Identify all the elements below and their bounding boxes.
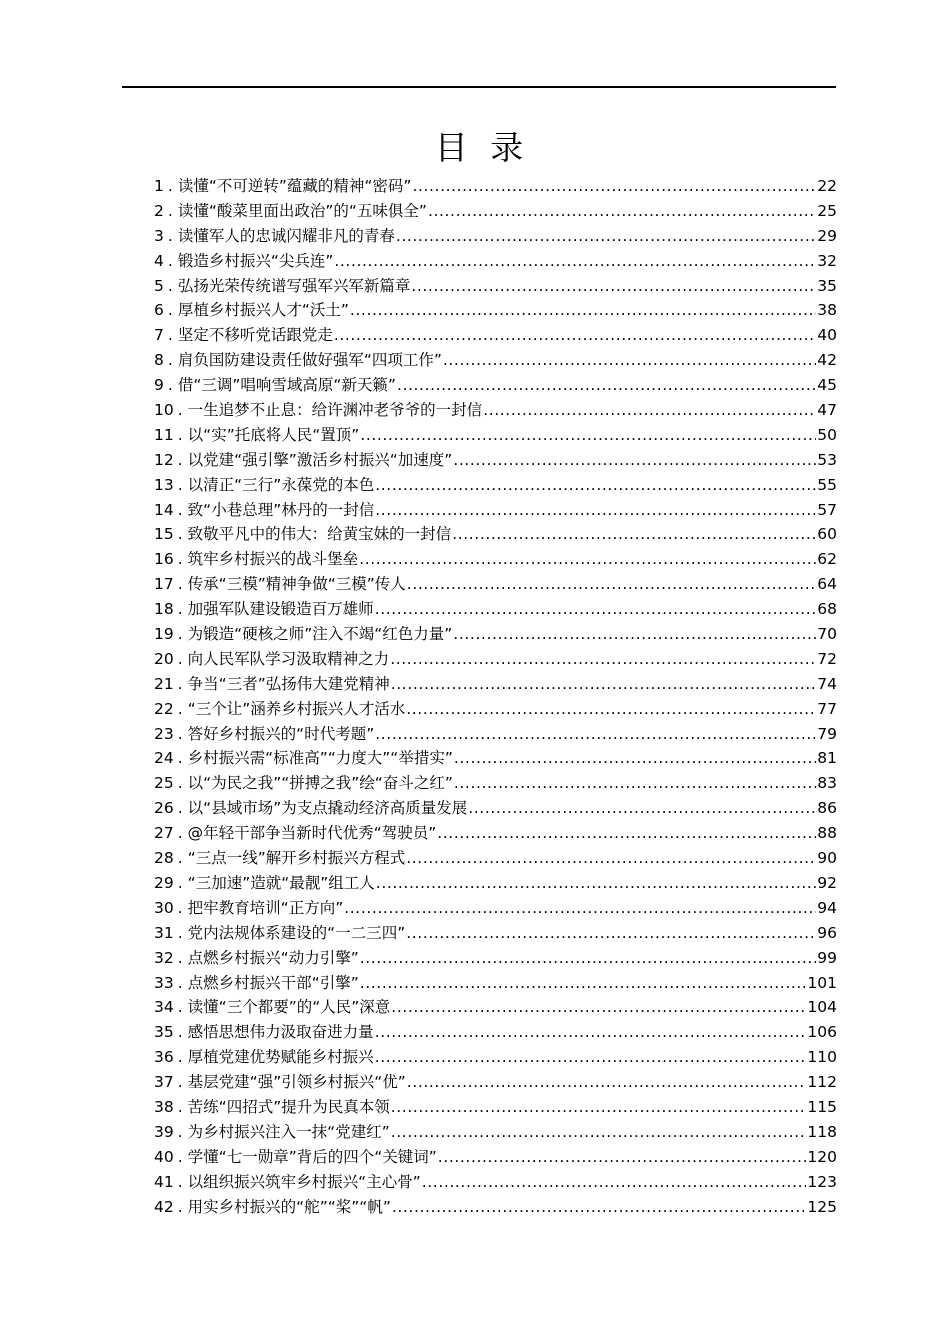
toc-entry-separator: .: [177, 1197, 183, 1216]
toc-entry-number: 10: [154, 401, 174, 420]
toc-leader-dots: [375, 1045, 807, 1070]
toc-entry-separator: .: [177, 998, 183, 1017]
toc-entry-title: 一生追梦不止息：给许渊冲老爷爷的一封信: [187, 401, 483, 420]
toc-entry-page: 35: [817, 276, 837, 295]
toc-entry-title: 以组织振兴筑牢乡村振兴“主心骨”: [187, 1172, 421, 1191]
toc-entry-page: 64: [817, 575, 837, 594]
toc-entry-number: 28: [154, 849, 174, 868]
toc-entry-page: 110: [807, 1048, 837, 1067]
toc-entry-page: 118: [807, 1122, 837, 1141]
toc-leader-dots: [391, 995, 806, 1020]
toc-entry-number: 32: [154, 948, 174, 967]
toc-entry-number: 19: [154, 625, 174, 644]
toc-entry-page: 38: [817, 301, 837, 320]
toc-entry[interactable]: [154, 622, 837, 647]
toc-leader-dots: [344, 896, 816, 921]
toc-entry[interactable]: [154, 224, 837, 249]
toc-entry-title: 把牢教育培训“正方向”: [187, 898, 344, 917]
toc-entry[interactable]: [154, 249, 837, 274]
toc-entry-separator: .: [177, 425, 183, 444]
toc-entry-number: 9: [154, 376, 164, 395]
toc-entry-separator: .: [177, 450, 183, 469]
toc-leader-dots: [391, 1095, 807, 1120]
toc-entry-number: 13: [154, 475, 174, 494]
toc-entry-number: 5: [154, 276, 164, 295]
toc-entry-page: 125: [807, 1197, 837, 1216]
toc-entry-number: 34: [154, 998, 174, 1017]
toc-entry-separator: .: [177, 923, 183, 942]
toc-leader-dots: [397, 373, 816, 398]
toc-entry-title: “三加速”造就“最靓”组工人: [187, 873, 375, 892]
toc-entry-number: 23: [154, 724, 174, 743]
toc-entry-page: 72: [817, 649, 837, 668]
toc-entry-number: 1: [154, 177, 164, 195]
toc-entry[interactable]: [154, 821, 837, 846]
toc-entry-page: 70: [817, 625, 837, 644]
toc-entry-title: 肩负国防建设责任做好强军“四项工作”: [177, 351, 442, 370]
toc-leader-dots: [411, 274, 816, 299]
toc-leader-dots: [360, 423, 816, 448]
toc-entry-title: @年轻干部争当新时代优秀“驾驶员”: [187, 824, 437, 843]
toc-leader-dots: [375, 722, 816, 747]
toc-entry-title: 苦练“四招式”提升为民真本领: [187, 1097, 390, 1116]
toc-leader-dots: [407, 1070, 807, 1095]
toc-entry[interactable]: [154, 274, 837, 299]
toc-entry[interactable]: [154, 921, 837, 946]
toc-entry-title: 以“县域市场”为支点撬动经济高质量发展: [187, 799, 468, 818]
toc-entry-page: 92: [817, 873, 837, 892]
toc-entry-number: 42: [154, 1197, 174, 1216]
toc-entry-title: 筑牢乡村振兴的战斗堡垒: [187, 550, 359, 569]
toc-entry[interactable]: [154, 398, 837, 423]
toc-entry-title: 用实乡村振兴的“舵”“桨”“帆”: [187, 1197, 391, 1216]
toc-entry-separator: .: [177, 1147, 183, 1166]
toc-entry-separator: .: [177, 1122, 183, 1141]
toc-entry-separator: .: [177, 1172, 183, 1191]
toc-entry-number: 4: [154, 251, 164, 270]
toc-leader-dots: [422, 1170, 807, 1195]
toc-entry-number: 11: [154, 425, 174, 444]
toc-entry-separator: .: [177, 649, 183, 668]
toc-entry[interactable]: [154, 771, 837, 796]
toc-entry-separator: .: [167, 251, 173, 270]
toc-entry-separator: .: [177, 1023, 183, 1042]
toc-entry[interactable]: [154, 796, 837, 821]
toc-entry-page: 86: [817, 799, 837, 818]
toc-entry-title: 学懂“七一勋章”背后的四个“关键词”: [187, 1147, 437, 1166]
toc-leader-dots: [375, 498, 816, 523]
toc-entry-separator: .: [177, 525, 183, 544]
toc-entry[interactable]: [154, 323, 837, 348]
toc-entry-separator: .: [167, 301, 173, 320]
toc-entry[interactable]: [154, 1020, 837, 1045]
toc-entry-number: 14: [154, 500, 174, 519]
toc-entry-page: 77: [817, 699, 837, 718]
toc-leader-dots: [407, 572, 816, 597]
toc-entry-page: 60: [817, 525, 837, 544]
toc-entry-number: 20: [154, 649, 174, 668]
toc-entry-number: 25: [154, 774, 174, 793]
toc-entry-separator: .: [177, 774, 183, 793]
toc-entry-number: 26: [154, 799, 174, 818]
toc-entry-title: 点燃乡村振兴“动力引擎”: [187, 948, 359, 967]
toc-entry-separator: .: [167, 177, 173, 195]
toc-entry-separator: .: [177, 500, 183, 519]
toc-leader-dots: [359, 547, 816, 572]
toc-entry-page: 42: [817, 351, 837, 370]
toc-entry-separator: .: [167, 226, 173, 245]
toc-entry-separator: .: [177, 625, 183, 644]
toc-entry-title: “三个让”涵养乡村振兴人才活水: [187, 699, 406, 718]
toc-entry-title: 读懂军人的忠诚闪耀非凡的青春: [177, 226, 395, 245]
toc-entry-title: 向人民军队学习汲取精神之力: [187, 649, 390, 668]
toc-entry-page: 90: [817, 849, 837, 868]
toc-entry-title: 基层党建“强”引领乡村振兴“优”: [187, 1073, 406, 1092]
toc-entry-number: 3: [154, 226, 164, 245]
toc-entry-separator: .: [177, 948, 183, 967]
toc-entry-page: 68: [817, 600, 837, 619]
toc-entry[interactable]: [154, 199, 837, 224]
toc-entry-number: 37: [154, 1073, 174, 1092]
toc-leader-dots: [360, 946, 817, 971]
toc-entry-separator: .: [177, 674, 183, 693]
toc-leader-dots: [437, 821, 816, 846]
toc-entry[interactable]: [154, 971, 837, 996]
toc-entry[interactable]: [154, 597, 837, 622]
toc-entry-title: 借“三调”唱响雪域高原“新天籁”: [177, 376, 396, 395]
toc-entry[interactable]: [154, 1145, 837, 1170]
toc-entry-number: 30: [154, 898, 174, 917]
toc-entry[interactable]: [154, 473, 837, 498]
toc-leader-dots: [454, 771, 816, 796]
toc-entry-number: 36: [154, 1048, 174, 1067]
toc-entry-separator: .: [177, 475, 183, 494]
toc-entry-separator: .: [177, 898, 183, 917]
toc-entry-separator: .: [177, 749, 183, 768]
toc-entry-number: 31: [154, 923, 174, 942]
toc-leader-dots: [453, 448, 816, 473]
toc-entry-title: 为乡村振兴注入一抹“党建红”: [187, 1122, 390, 1141]
header-rule: [122, 86, 836, 88]
toc-entry-page: 57: [817, 500, 837, 519]
toc-entry-title: 加强军队建设锻造百万雄师: [187, 600, 374, 619]
toc-entry-number: 6: [154, 301, 164, 320]
toc-leader-dots: [390, 647, 816, 672]
toc-entry-separator: .: [167, 351, 173, 370]
toc-entry-separator: .: [177, 550, 183, 569]
toc-entry-page: 88: [817, 824, 837, 843]
toc-entry-number: 35: [154, 1023, 174, 1042]
toc-leader-dots: [438, 1145, 807, 1170]
toc-entry-page: 120: [807, 1147, 837, 1166]
toc-entry[interactable]: [154, 298, 837, 323]
toc-entry-number: 27: [154, 824, 174, 843]
toc-entry-title: 厚植乡村振兴人才“沃土”: [177, 301, 349, 320]
toc-entry[interactable]: [154, 348, 837, 373]
toc-leader-dots: [454, 746, 816, 771]
toc-leader-dots: [406, 921, 816, 946]
toc-entry[interactable]: [154, 1095, 837, 1120]
toc-entry-separator: .: [177, 973, 183, 992]
toc-entry[interactable]: [154, 1195, 837, 1220]
toc-entry-separator: .: [177, 849, 183, 868]
toc-entry-separator: .: [177, 401, 183, 420]
toc-entry-title: 传承“三模”精神争做“三模”传人: [187, 575, 406, 594]
toc-entry-separator: .: [177, 1097, 183, 1116]
toc-entry[interactable]: [154, 871, 837, 896]
toc-entry-number: 15: [154, 525, 174, 544]
toc-entry-number: 18: [154, 600, 174, 619]
toc-leader-dots: [391, 672, 817, 697]
toc-leader-dots: [375, 473, 816, 498]
toc-entry-separator: .: [177, 1073, 183, 1092]
toc-entry[interactable]: [154, 448, 837, 473]
toc-entry-separator: .: [167, 376, 173, 395]
toc-entry-number: 39: [154, 1122, 174, 1141]
toc-entry-separator: .: [177, 824, 183, 843]
toc-entry[interactable]: [154, 697, 837, 722]
toc-leader-dots: [483, 398, 816, 423]
toc-entry-page: 83: [817, 774, 837, 793]
toc-leader-dots: [396, 224, 816, 249]
toc-entry-title: 弘扬光荣传统谱写强军兴军新篇章: [177, 276, 411, 295]
toc-entry-page: 112: [807, 1073, 837, 1092]
toc-entry-title: 读懂“酸菜里面出政治”的“五味俱全”: [177, 201, 427, 220]
toc-entry-title: 以“为民之我”“拼搏之我”绘“奋斗之红”: [187, 774, 453, 793]
toc-entry-number: 16: [154, 550, 174, 569]
toc-entry-page: 55: [817, 475, 837, 494]
toc-entry-number: 21: [154, 674, 174, 693]
toc-entry[interactable]: [154, 1170, 837, 1195]
toc-leader-dots: [334, 249, 816, 274]
toc-leader-dots: [412, 174, 816, 199]
toc-entry-page: 50: [817, 425, 837, 444]
toc-entry-title: 答好乡村振兴的“时代考题”: [187, 724, 375, 743]
toc-leader-dots: [350, 298, 816, 323]
toc-entry[interactable]: [154, 174, 837, 199]
toc-leader-dots: [468, 796, 816, 821]
toc-leader-dots: [375, 1020, 807, 1045]
toc-entry[interactable]: [154, 946, 837, 971]
toc-entry-number: 2: [154, 201, 164, 220]
toc-entry-separator: .: [177, 799, 183, 818]
toc-entry-number: 12: [154, 450, 174, 469]
toc-entry-page: 74: [817, 674, 837, 693]
toc-leader-dots: [334, 323, 816, 348]
toc-leader-dots: [375, 597, 817, 622]
toc-entry-page: 22: [817, 177, 837, 195]
toc-entry-number: 40: [154, 1147, 174, 1166]
toc-entry-number: 24: [154, 749, 174, 768]
toc-entry-title: 锻造乡村振兴“尖兵连”: [177, 251, 334, 270]
toc-entry[interactable]: [154, 846, 837, 871]
toc-entry-page: 104: [807, 998, 837, 1017]
toc-entry-page: 96: [817, 923, 837, 942]
toc-leader-dots: [428, 199, 816, 224]
toc-entry[interactable]: [154, 423, 837, 448]
toc-entry-separator: .: [167, 201, 173, 220]
toc-entry[interactable]: [154, 722, 837, 747]
toc-entry-page: 45: [817, 376, 837, 395]
toc-entry-page: 94: [817, 898, 837, 917]
toc-entry-page: 123: [807, 1172, 837, 1191]
toc-entry-page: 47: [817, 401, 837, 420]
toc-entry-page: 32: [817, 251, 837, 270]
table-of-contents: [154, 174, 837, 1219]
toc-entry-separator: .: [177, 873, 183, 892]
toc-entry-separator: .: [167, 326, 173, 345]
toc-entry-title: 争当“三者”弘扬伟大建党精神: [187, 674, 390, 693]
toc-entry-title: 致“小巷总理”林丹的一封信: [187, 500, 375, 519]
toc-entry-title: 点燃乡村振兴干部“引擎”: [187, 973, 359, 992]
toc-leader-dots: [391, 1120, 807, 1145]
toc-entry[interactable]: [154, 1045, 837, 1070]
toc-entry-title: 读懂“不可逆转”蕴藏的精神“密码”: [177, 177, 412, 195]
toc-entry-title: 感悟思想伟力汲取奋进力量: [187, 1023, 374, 1042]
toc-entry-separator: .: [177, 575, 183, 594]
toc-leader-dots: [443, 348, 816, 373]
toc-entry-title: “三点一线”解开乡村振兴方程式: [187, 849, 406, 868]
toc-entry[interactable]: [154, 672, 837, 697]
toc-leader-dots: [406, 846, 816, 871]
toc-entry[interactable]: [154, 522, 837, 547]
toc-entry-title: 以“实”托底将人民“置顶”: [187, 425, 360, 444]
toc-entry[interactable]: [154, 896, 837, 921]
toc-entry[interactable]: [154, 647, 837, 672]
toc-entry-page: 40: [817, 326, 837, 345]
toc-entry[interactable]: [154, 995, 837, 1020]
toc-leader-dots: [392, 1195, 807, 1220]
toc-entry-separator: .: [167, 276, 173, 295]
toc-entry-title: 党内法规体系建设的“一二三四”: [187, 923, 406, 942]
toc-entry-page: 29: [817, 226, 837, 245]
toc-entry-page: 106: [807, 1023, 837, 1042]
toc-entry-number: 33: [154, 973, 174, 992]
toc-entry[interactable]: [154, 746, 837, 771]
toc-entry-separator: .: [177, 1048, 183, 1067]
toc-leader-dots: [376, 871, 816, 896]
toc-entry-page: 53: [817, 450, 837, 469]
toc-entry-title: 坚定不移听党话跟党走: [177, 326, 333, 345]
toc-entry-page: 81: [817, 749, 837, 768]
page-title: 目 录: [434, 128, 530, 167]
toc-leader-dots: [452, 522, 816, 547]
toc-entry[interactable]: [154, 547, 837, 572]
toc-leader-dots: [453, 622, 816, 647]
toc-entry-number: 29: [154, 873, 174, 892]
toc-entry-title: 为锻造“硬核之师”注入不竭“红色力量”: [187, 625, 453, 644]
toc-entry-number: 38: [154, 1097, 174, 1116]
toc-entry-number: 17: [154, 575, 174, 594]
toc-entry-title: 以党建“强引擎”激活乡村振兴“加速度”: [187, 450, 453, 469]
toc-entry-separator: .: [177, 699, 183, 718]
toc-entry-number: 8: [154, 351, 164, 370]
toc-entry-number: 41: [154, 1172, 174, 1191]
toc-entry-separator: .: [177, 600, 183, 619]
toc-entry[interactable]: [154, 572, 837, 597]
toc-entry-title: 致敬平凡中的伟大：给黄宝妹的一封信: [187, 525, 452, 544]
toc-entry-title: 乡村振兴需“标准高”“力度大”“举措实”: [187, 749, 453, 768]
toc-entry-page: 101: [807, 973, 837, 992]
toc-entry-page: 99: [817, 948, 837, 967]
toc-entry-page: 62: [817, 550, 837, 569]
toc-entry-page: 25: [817, 201, 837, 220]
toc-entry-title: 以清正“三行”永葆党的本色: [187, 475, 375, 494]
toc-entry-title: 读懂“三个都要”的“人民”深意: [187, 998, 391, 1017]
toc-entry[interactable]: [154, 1070, 837, 1095]
toc-entry-number: 22: [154, 699, 174, 718]
toc-entry[interactable]: [154, 498, 837, 523]
toc-entry-number: 7: [154, 326, 164, 345]
toc-entry-title: 厚植党建优势赋能乡村振兴: [187, 1048, 374, 1067]
toc-entry-page: 79: [817, 724, 837, 743]
toc-entry[interactable]: [154, 373, 837, 398]
toc-entry[interactable]: [154, 1120, 837, 1145]
toc-leader-dots: [406, 697, 816, 722]
toc-leader-dots: [360, 971, 807, 996]
toc-entry-separator: .: [177, 724, 183, 743]
toc-entry-page: 115: [807, 1097, 837, 1116]
